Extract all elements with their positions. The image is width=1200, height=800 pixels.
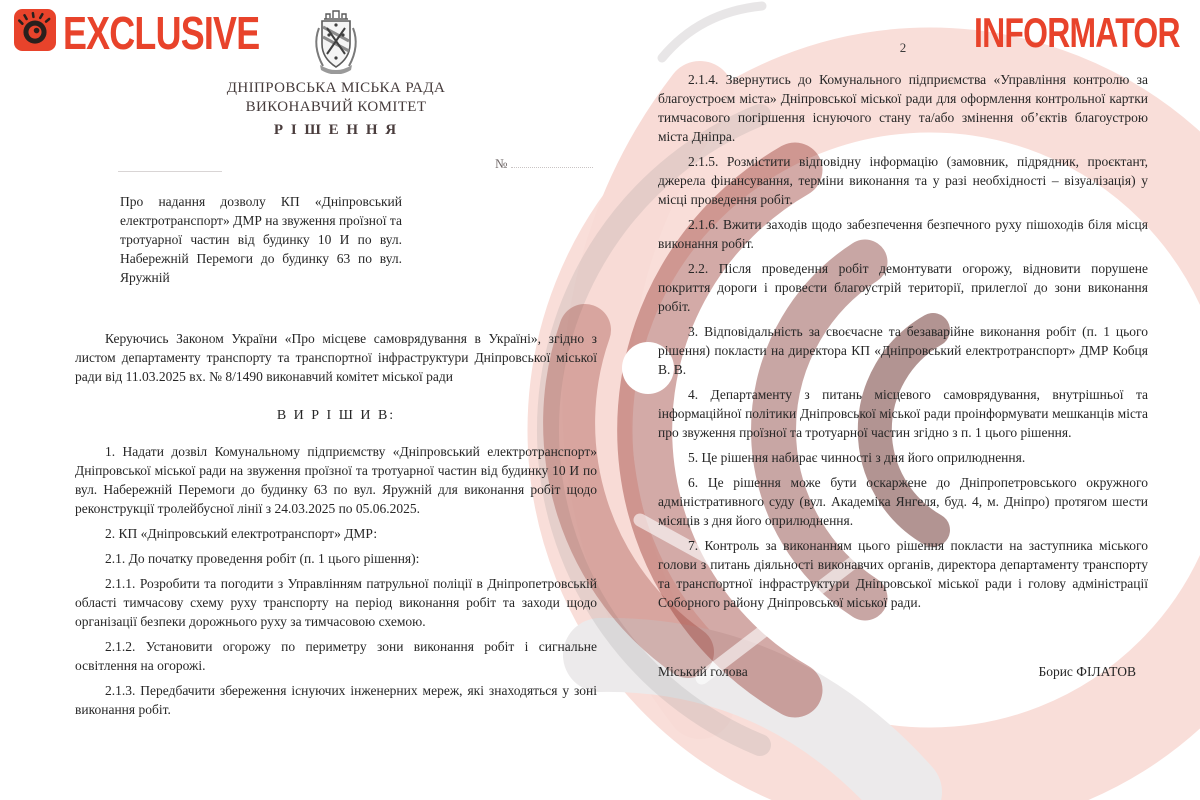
decision-preamble: Керуючись Законом України «Про місцеве самоврядування в Україні», згідно з листом департаменту транспорту та транспортної інфраструктури Дніпровської міської ради від 11.03.2025 вх. № 8/1490 виконавчий комітет міської ради [75, 331, 597, 384]
signatory-title: Міський голова [658, 664, 748, 679]
decision-subject: Про надання дозволу КП «Дніпровський електротранспорт» ДМР на звуження проїзної та тротуарної частин від будинку 10 И по вул. Набережній Перемоги до будинку 63 по вул. Яружній [120, 194, 402, 285]
paragraph-2-1-6: 2.1.6. Вжити заходів щодо забезпечення безпечного руху пішоходів біля місця виконання робіт. [658, 217, 1148, 251]
document-type-title: Р І Ш Е Н Н Я [273, 122, 399, 138]
eye-badge-icon [14, 9, 56, 56]
paragraph-4: 4. Департаменту з питань місцевого самоврядування, внутрішньої та інформаційної політики Дніпровської міської ради проінформувати мешканців міста про звуження проїзної та тротуарної частин згідно з п. 1 цього рішення. [658, 387, 1148, 440]
paragraph-2: 2. КП «Дніпровський електротранспорт» ДМР: [105, 526, 378, 541]
paragraph-5: 5. Це рішення набирає чинності з дня його оприлюднення. [688, 450, 1026, 465]
date-number-row [75, 152, 597, 186]
exclusive-wordmark: EXCLUSIVE [63, 6, 260, 59]
number-blank-line [511, 167, 593, 168]
number-field [495, 156, 593, 172]
paragraph-2-1-1: 2.1.1. Розробити та погодити з Управлінням патрульної поліції в Дніпропетровській області тимчасову схему руху транспорту на період виконання робіт та заходи щодо організації безпеки дорожнього руху за тимчасовою схемою. [75, 576, 597, 629]
paragraph-2-1-4: 2.1.4. Звернутись до Комунального підприємства «Управління контролю за благоустроєм міста» Дніпровської міської ради для оформлення контрольної картки тимчасового погіршення існуючого стану та/або змінення об’єктів благоустрою міста Дніпра. [658, 72, 1148, 144]
paragraph-2-1-3: 2.1.3. Передбачити збереження існуючих інженерних мереж, які знаходяться у зоні виконання робіт. [75, 683, 597, 717]
org-name-line1: ДНІПРОВСЬКА МІСЬКА РАДА [226, 80, 446, 96]
org-name-line2: ВИКОНАВЧИЙ КОМІТЕТ [245, 99, 427, 115]
signature-row [658, 664, 1148, 680]
resolved-heading: В И Р І Ш И В: [276, 408, 396, 423]
paragraph-2-1-5: 2.1.5. Розмістити відповідну інформацію (замовник, підрядник, проєктант, джерела фінансування, терміни виконання та у разі необхідності – візуалізація) у місці проведення робіт. [658, 154, 1148, 207]
paragraph-7: 7. Контроль за виконанням цього рішення покласти на заступника міського голови з питань діяльності виконавчих органів, директора департаменту транспорту та транспортної інфраструктури Дніпровської міської ради і голову адміністрації Соборного району Дніпровської міської ради. [658, 538, 1148, 610]
exclusive-logo [14, 6, 315, 59]
paragraph-2-2: 2.2. Після проведення робіт демонтувати огорожу, відновити порушене покриття дороги і провести благоустрій території, прилеглої до зони виконання робіт. [658, 261, 1148, 314]
paragraph-6: 6. Це рішення може бути оскаржене до Дніпропетровського окружного адміністративного суду (вул. Академіка Янгеля, буд. 4, м. Дніпро) протягом шести місяців з дня його оприлюднення. [658, 475, 1148, 528]
city-coat-of-arms-icon [308, 10, 364, 74]
paragraph-2-1-2: 2.1.2. Установити огорожу по периметру зони виконання робіт і сигнальне освітлення на огорожі. [75, 639, 597, 673]
document-page-1 [75, 10, 597, 725]
signatory-name: Борис ФІЛАТОВ [1038, 664, 1136, 679]
paragraph-1: 1. Надати дозвіл Комунальному підприємству «Дніпровський електротранспорт» Дніпровської міської ради на звуження проїзної та тротуарної частин від будинку 10 И по вул. Набережній Перемоги до будинку 63 по вул. Яружній для виконання робіт щодо реконструкції тролейбусної лінії з 24.03.2025 по 05.06.2025. [75, 444, 597, 516]
paragraph-3: 3. Відповідальність за своєчасне та безаварійне виконання робіт (п. 1 цього рішення) покласти на директора КП «Дніпровський електротранспорт» ДМР Кобця В. В. [658, 324, 1148, 377]
informator-wordmark: INFORMATOR [974, 9, 1180, 56]
paragraph-2-1: 2.1. До початку проведення робіт (п. 1 цього рішення): [105, 551, 420, 566]
page-number: 2 [899, 40, 907, 55]
document-page-2 [658, 40, 1148, 680]
number-label: № [495, 156, 508, 171]
date-blank-line [118, 171, 222, 172]
